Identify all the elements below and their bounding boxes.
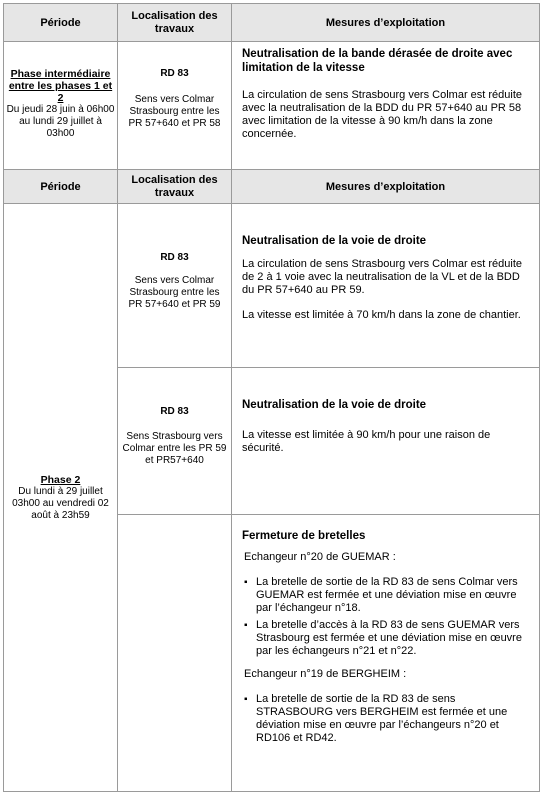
header-periode-2: Période	[4, 170, 118, 204]
phase2-r1-measure-cell	[232, 204, 540, 368]
header-localisation-2: Localisation des travaux	[118, 170, 232, 204]
phase-intermediaire-row	[4, 42, 540, 170]
phase2-r2-measure-cell	[232, 368, 540, 515]
echangeur-20-title: Echangeur n°20 de GUEMAR :	[244, 551, 396, 563]
phase2-r2-measure-text: La vitesse est limitée à 90 km/h pour une raison de sécurité.	[242, 429, 491, 454]
phase-inter-measure-cell	[232, 42, 540, 170]
phase-inter-dates: Du jeudi 28 juin à 06h00 au lundi 29 juillet à 03h00	[6, 104, 115, 139]
header-localisation: Localisation des travaux	[118, 4, 232, 42]
echangeur-19-title: Echangeur n°19 de BERGHEIM :	[244, 668, 407, 680]
phase2-r2-measure-title: Neutralisation de la voie de droite	[242, 399, 427, 411]
echangeur-19-list	[242, 693, 533, 745]
phase2-r1-measure-text1: La circulation de sens Strasbourg vers Colmar est réduite de 2 à 1 voie avec la neutralisation de la VL et de la BDD du PR 57+640 au PR 59.	[242, 258, 523, 296]
phase2-row-1	[4, 204, 540, 368]
phase2-dates: Du lundi à 29 juillet 03h00 au vendredi 02 août à 23h59	[12, 485, 109, 521]
phase2-r3-measure-cell	[232, 515, 540, 792]
phase2-r1-road: RD 83	[160, 252, 189, 263]
phase-inter-measure-text: La circulation de sens Strasbourg vers Colmar est réduite avec la neutralisation de la BDD du PR 57+640 au PR 58 avec limitation de la vitesse à 90 km/h dans la zone concernée.	[242, 89, 523, 140]
header-mesures: Mesures d’exploitation	[232, 4, 540, 42]
phase-inter-period-cell	[4, 42, 118, 170]
phase2-r2-loc: Sens Strasbourg vers Colmar entre les PR 59 et PR57+640	[122, 431, 227, 466]
phase-inter-loc: Sens vers Colmar Strasbourg entre les PR 57+640 et PR 58	[128, 94, 221, 129]
phase2-period-cell	[4, 204, 118, 792]
header-row-2	[4, 170, 540, 204]
phase2-r1-loc: Sens vers Colmar Strasbourg entre les PR 57+640 et PR 59	[128, 275, 221, 310]
phase2-r3-location-cell	[118, 515, 232, 792]
phase2-r1-measure-title: Neutralisation de la voie de droite	[242, 235, 427, 247]
list-item: ▪ La bretelle de sortie de la RD 83 de sens STRASBOURG vers BERGHEIM est fermée et une déviation mise en œuvre par l’échangeurs n°20 et RD106 et RD42.	[256, 693, 533, 745]
phase-inter-measure-title: Neutralisation de la bande dérasée de droite avec limitation de la vitesse	[242, 48, 513, 74]
works-table	[3, 3, 540, 792]
phase-inter-road: RD 83	[160, 68, 189, 79]
list-item: ▪ La bretelle de sortie de la RD 83 de sens Colmar vers GUEMAR est fermée et une déviation mise en œuvre par l’échangeur n°18.	[256, 576, 533, 615]
header-periode: Période	[4, 4, 118, 42]
list-item: ▪ La bretelle d’accès à la RD 83 de sens GUEMAR vers Strasbourg est fermée et une déviation mise en œuvre par les échangeurs n°21 et n°22.	[256, 619, 533, 658]
echangeur-20-list	[242, 576, 533, 658]
header-row	[4, 4, 540, 42]
phase2-r1-location-cell	[118, 204, 232, 368]
phase-inter-location-cell	[118, 42, 232, 170]
phase2-r2-road: RD 83	[160, 406, 189, 417]
phase2-r2-location-cell	[118, 368, 232, 515]
phase2-title: Phase 2	[40, 473, 81, 486]
phase-inter-title: Phase intermédiaire entre les phases 1 et 2	[8, 68, 113, 104]
phase2-r1-measure-text2: La vitesse est limitée à 70 km/h dans la zone de chantier.	[242, 309, 521, 321]
phase2-r3-measure-title: Fermeture de bretelles	[242, 530, 366, 542]
header-mesures-2: Mesures d’exploitation	[232, 170, 540, 204]
